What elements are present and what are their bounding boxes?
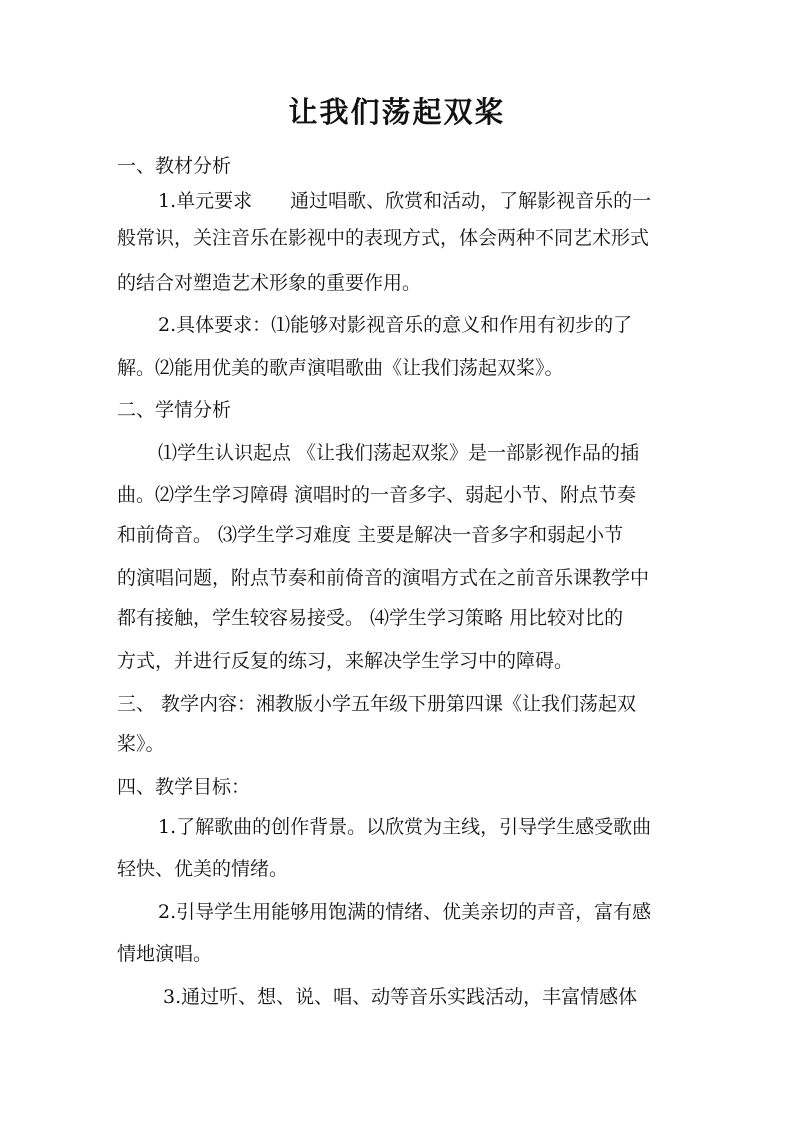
paragraph-line: ⑴学生认识起点 《让我们荡起双浆》是一部影视作品的插 xyxy=(158,442,640,464)
section-heading-textbook-analysis: 一、教材分析 xyxy=(117,155,232,177)
paragraph-line: 3.通过听、想、说、唱、动等音乐实践活动，丰富情感体 xyxy=(163,986,638,1008)
section-heading-teaching-content: 三、 教学内容：湘教版小学五年级下册第四课《让我们荡起双 xyxy=(117,693,637,715)
paragraph-line: 1.了解歌曲的创作背景。以欣赏为主线，引导学生感受歌曲 xyxy=(158,816,652,838)
paragraph-line: 般常识，关注音乐在影视中的表现方式，体会两种不同艺术形式 xyxy=(117,227,650,249)
paragraph-line: 和前倚音。 ⑶学生学习难度 主要是解决一音多字和弱起小节 xyxy=(117,524,624,546)
paragraph-line: 解。⑵能用优美的歌声演唱歌曲《让我们荡起双桨》。 xyxy=(117,357,564,379)
paragraph-line: 都有接触，学生较容易接受。 ⑷学生学习策略 用比较对比的 xyxy=(117,607,624,629)
paragraph-line: 桨》。 xyxy=(117,733,165,755)
paragraph-line: 轻快、优美的情绪。 xyxy=(117,858,289,880)
section-heading-student-analysis: 二、学情分析 xyxy=(117,399,232,421)
document-title: 让我们荡起双桨 xyxy=(288,95,506,129)
paragraph-line: 2.具体要求：⑴能够对影视音乐的意义和作用有初步的了 xyxy=(158,314,633,336)
paragraph-line: 曲。⑵学生学习障碍 演唱时的一音多字、弱起小节、附点节奏 xyxy=(117,484,637,506)
paragraph-line: 的结合对塑造艺术形象的重要作用。 xyxy=(117,272,422,294)
paragraph-line: 情地演唱。 xyxy=(117,943,213,965)
paragraph-line: 的演唱问题，附点节奏和前倚音的演唱方式在之前音乐课教学中 xyxy=(117,567,650,589)
paragraph-line: 2.引导学生用能够用饱满的情绪、优美亲切的声音，富有感 xyxy=(158,901,652,923)
paragraph-line: 方式，并进行反复的练习，来解决学生学习中的障碍。 xyxy=(117,650,574,672)
section-heading-teaching-goals: 四、教学目标： xyxy=(117,776,251,798)
paragraph-line: 1.单元要求 通过唱歌、欣赏和活动，了解影视音乐的一 xyxy=(158,190,652,212)
